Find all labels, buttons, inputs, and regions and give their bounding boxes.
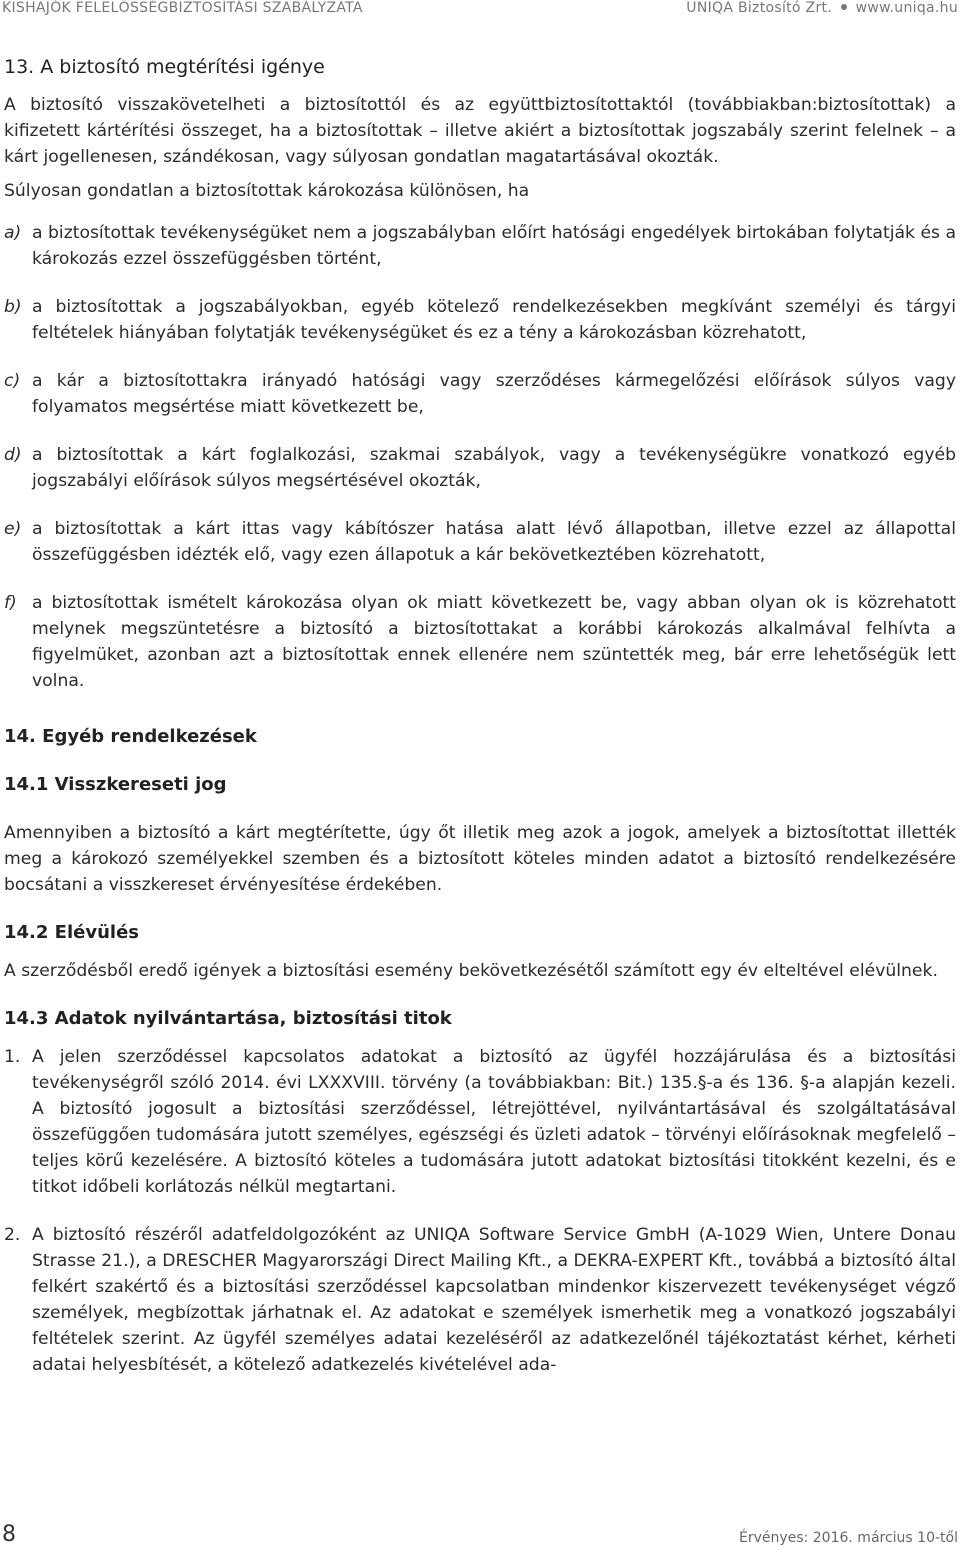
item-number: 2.	[4, 1225, 21, 1245]
page-footer	[0, 1522, 960, 1558]
list-text: a kár a biztosítottakra irányadó hatósági vagy szerződéses kármegelőzési előírások súlyos vagy folyamatos megsértése miatt következett be,	[32, 371, 956, 417]
list-text: a biztosítottak tevékenységüket nem a jogszabályban előírt hatósági engedélyek birtokában folytatják és a károkozás ezzel összefüggésben történt,	[32, 223, 956, 269]
section-14-3-heading: 14.3 Adatok nyilvántartása, biztosítási titok	[4, 1008, 452, 1029]
list-text: a biztosítottak a kárt foglalkozási, szakmai szabályok, vagy a tevékenységükre vonatkozó egyéb jogszabályi előírások súlyos megsértésével okozták,	[32, 445, 956, 491]
section-14-2-text: A szerződésből eredő igények a biztosítási esemény bekövetkezésétől számított egy év elteltével elévülnek.	[4, 961, 938, 981]
list-text: a biztosítottak a kárt ittas vagy kábítószer hatása alatt lévő állapotban, illetve ezzel az állapottal összefüggésben idézték elő, vagy ezen állapotuk a kár bekövetkeztében közrehatott,	[32, 519, 956, 565]
item-text: A jelen szerződéssel kapcsolatos adatokat a biztosító az ügyfél hozzájárulása és a biztosítási tevékenységről szóló 2014. évi LXXXVIII. törvény (a továbbiakban: Bit.) 135.§-a és 136. §-a alapján kezeli. A biztosító jogosult a biztosítási szerződéssel, létrejöttével, nyilvántartásával és szolgáltatásával összefüggően tudomására jutott személyes, egészségi és üzleti adatok – törvényi előírásoknak megfelelő – teljes körű kezelésére. A biztosító köteles a tudomására jutott adatokat biztosítási titokként kezelni, és e titkot időbeli korlátozás nélkül megtartani.	[32, 1047, 956, 1197]
list-text: a biztosítottak ismételt károkozása olyan ok miatt következett be, vagy abban olyan ok is közrehatott melynek megszüntetésre a biztosító a biztosítottakat a korábbi károkozás alkalmával felhívta a figyelmüket, azonban azt a biztosítottak ennek ellenére nem szüntették meg, bár erre lehetőségük lett volna.	[32, 593, 956, 691]
list-item-e	[4, 516, 956, 568]
list-label: b)	[4, 297, 22, 317]
numbered-item-2	[4, 1222, 956, 1378]
list-item-c	[4, 368, 956, 420]
list-label: f)	[4, 593, 17, 613]
bullet-icon	[841, 4, 847, 10]
section-13-intro: A biztosító visszakövetelheti a biztosítottól és az együttbiztosítottaktól (továbbiakban:biztosítottak) a kifizetett kártérítési összeget, ha a biztosítottak – illetve akiért a biztosítottak jogszabály szerint felelnek – a kárt jogellenesen, szándékosan, vagy súlyosan gondatlan magatartásával okozták.	[4, 95, 956, 167]
list-label: c)	[4, 371, 21, 391]
item-number: 1.	[4, 1047, 21, 1067]
list-label: e)	[4, 519, 22, 539]
company-name: UNIQA Biztosító Zrt.	[686, 0, 833, 16]
website-link[interactable]: www.uniqa.hu	[855, 0, 958, 16]
list-label: a)	[4, 223, 22, 243]
validity-date: Érvényes: 2016. március 10-től	[739, 1530, 958, 1546]
page-header	[0, 0, 960, 20]
section-13-heading: 13. A biztosító megtérítési igénye	[4, 56, 325, 78]
item-text: A biztosító részéről adatfeldolgozóként az UNIQA Software Service GmbH (A-1029 Wien, Untere Donau Strasse 21.), a DRESCHER Magyarországi Direct Mailing Kft., a DEKRA-EXPERT Kft., továbbá a biztosító által felkért szakértő és a biztosítási szerződéssel kapcsolatban mindenkor kiszervezett tevékenységet végző személyek, megbízottak járhatnak el. Az adatokat e személyek ismerhetik meg a vonatkozó jogszabályi feltételek szerint. Az ügyfél személyes adatai kezeléséről az adatkezelőnél tájékoztatást kérhet, kérheti adatai helyesbítését, a kötelező adatkezelés kivételével ada-	[32, 1225, 956, 1375]
document-title: KISHAJÓK FELELŐSSÉGBIZTOSÍTÁSI SZABÁLYZATA	[2, 0, 363, 16]
list-item-b	[4, 294, 956, 346]
section-14-1-heading: 14.1 Visszkereseti jog	[4, 774, 227, 795]
document-body	[4, 54, 956, 1378]
numbered-item-1	[4, 1044, 956, 1200]
list-item-f	[4, 590, 956, 694]
list-item-d	[4, 442, 956, 494]
section-14-2-heading: 14.2 Elévülés	[4, 922, 139, 943]
section-14-1-text: Amennyiben a biztosító a kárt megtérítette, úgy őt illetik meg azok a jogok, amelyek a biztosítottat illették meg a károkozó személyekkel szemben és a biztosított köteles minden adatot a biztosító rendelkezésére bocsátani a visszkereset érvényesítése érdekében.	[4, 823, 956, 895]
list-item-a	[4, 220, 956, 272]
section-14-heading: 14. Egyéb rendelkezések	[4, 726, 257, 747]
page-number: 8	[2, 1522, 16, 1547]
header-company-info	[686, 0, 958, 16]
list-label: d)	[4, 445, 22, 465]
list-text: a biztosítottak a jogszabályokban, egyéb kötelező rendelkezésekben megkívánt személyi és tárgyi feltételek hiányában folytatják tevékenységüket és ez a tény a károkozásban közrehatott,	[32, 297, 956, 343]
gross-negligence-lead: Súlyosan gondatlan a biztosítottak károkozása különösen, ha	[4, 181, 530, 201]
